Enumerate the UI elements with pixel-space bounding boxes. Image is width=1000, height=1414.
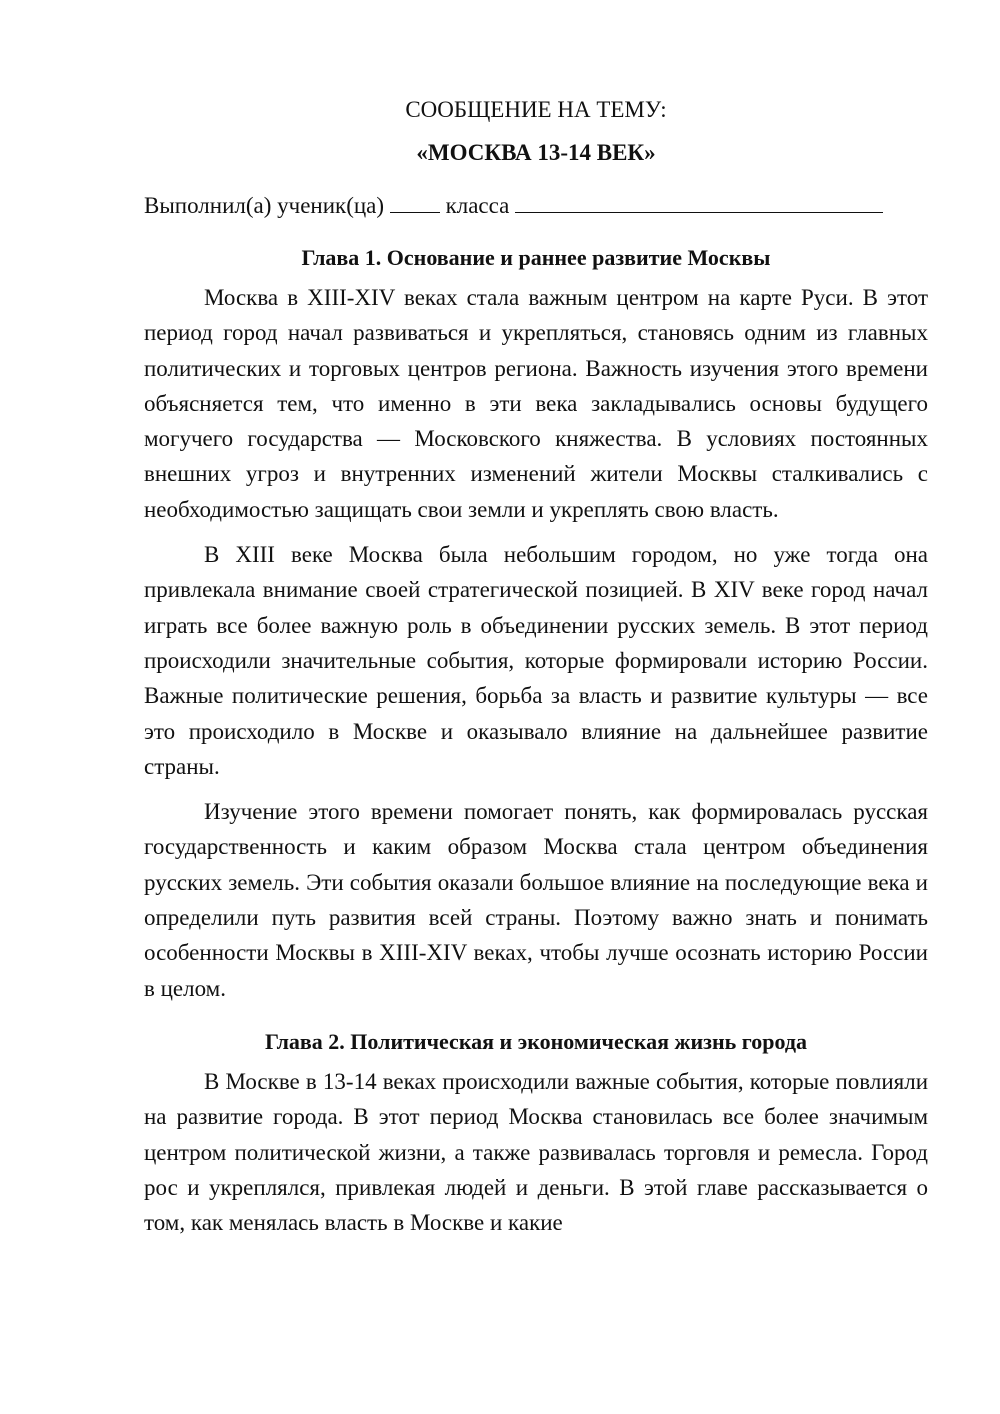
author-line xyxy=(144,188,928,224)
author-label: Выполнил(а) ученик(ца) xyxy=(144,193,385,218)
chapter-1-heading: Глава 1. Основание и раннее развитие Москвы xyxy=(301,245,771,270)
grade-blank-field xyxy=(390,188,440,213)
chapter-1-paragraph-3: Изучение этого времени помогает понять, как формировалась русская государственность и каким образом Москва стала центром объединения русских земель. Эти события оказали большое влияние на последующие века и определили путь развития всей страны. Поэтому важно знать и понимать особенности Москвы в XIII-XIV веках, чтобы лучше осознать историю России в целом. xyxy=(144,799,928,1001)
document-title-line-1: СООБЩЕНИЕ НА ТЕМУ: xyxy=(405,97,667,122)
chapter-2-paragraph-1: В Москве в 13-14 веках происходили важные события, которые повлияли на развитие города. В этот период Москва становилась все более значимым центром политической жизни, а также развивалась торговля и ремесла. Город рос и укреплялся, привлекая людей и деньги. В этой главе рассказывается о том, как менялась власть в Москве и какие xyxy=(144,1068,928,1236)
chapter-2-heading: Глава 2. Политическая и экономическая жизнь города xyxy=(265,1028,807,1054)
chapter-1-paragraph-2: В XIII веке Москва была небольшим городом, но уже тогда она привлекала внимание своей стратегической позицией. В XIV веке город начал играть все более важную роль в объединении русских земель. В этот период происходили значительные события, которые формировали историю России. Важные политические решения, борьба за власть и развитие культуры — все это происходило в Москве и оказывало влияние на дальнейшее развитие страны. xyxy=(144,542,928,779)
name-blank-field xyxy=(515,188,883,213)
document-page xyxy=(144,92,928,1240)
chapter-1-paragraph-1: Москва в XIII-XIV веках стала важным центром на карте Руси. В этот период город начал развиваться и укрепляться, становясь одним из главных политических и торговых центров региона. Важность изучения этого времени объясняется тем, что именно в эти века закладывались основы будущего могучего государства — Московского княжества. В условиях постоянных внешних угроз и внутренних изменений жители Москвы сталкивались с необходимостью защищать свои земли и укреплять свою власть. xyxy=(144,285,928,522)
document-title-line-2: «МОСКВА 13-14 ВЕК» xyxy=(416,140,656,165)
class-label: класса xyxy=(445,193,510,218)
